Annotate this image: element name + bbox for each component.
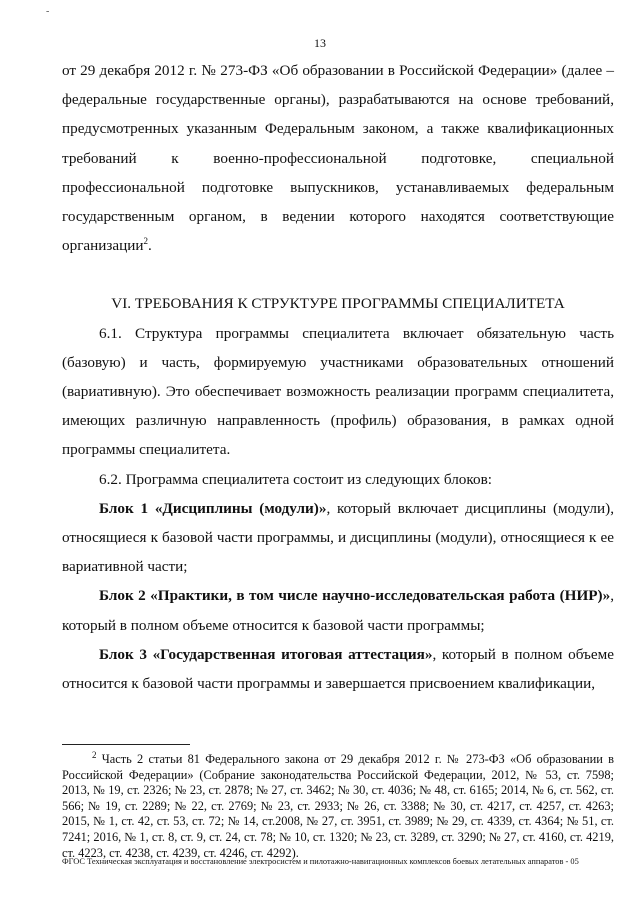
paragraph-continuation: от 29 декабря 2012 г. № 273-ФЗ «Об образовании в Российской Федерации» (далее – федеральные государственные органы), разрабатываются на основе требований, предусмотренных указанным Федеральным законом, а также квалификационных требований к военно-профессиональной подготовке, специальной профессиональной подготовке выпускников, устанавливаемых федеральным государственным органом, в ведении которого находятся соответствующие организации$^2$.	[62, 62, 614, 255]
footnote-ref: 2	[143, 236, 149, 247]
paragraph-6-2: 6.2. Программа специалитета состоит из следующих блоков:	[99, 470, 492, 488]
footnote-separator	[62, 744, 190, 745]
block-2: Блок 2 «Практики, в том числе научно-исследовательская работа (НИР)», который в полном объеме относится к базовой части программы;	[62, 587, 614, 634]
page-footer: ФГОС Техническая эксплуатация и восстановление электросистем и пилотажно-навигационных комплексов боевых летательных аппаратов - 05	[62, 857, 579, 866]
footnote-number: 2	[92, 749, 97, 760]
block-1: Блок 1 «Дисциплины (модули)», который включает дисциплины (модули), относящиеся к базовой части программы, и дисциплины (модули), относящиеся к ее вариативной части;	[62, 499, 614, 576]
page-number: 13	[314, 36, 326, 50]
block-3: Блок 3 «Государственная итоговая аттестация», который в полном объеме относится к базовой части программы и завершается присвоением квалификации,	[62, 645, 614, 693]
paragraph-6-1: 6.1. Структура программы специалитета включает обязательную часть (базовую) и часть, формируемую участниками образовательных отношений (вариативную). Это обеспечивает возможность реализации программ специалитета, имеющих различную направленность (профиль) образования, в рамках одной программы специалитета.	[62, 324, 614, 459]
section-heading: VI. ТРЕБОВАНИЯ К СТРУКТУРЕ ПРОГРАММЫ СПЕЦИАЛИТЕТА	[111, 295, 565, 313]
main-text	[62, 56, 614, 698]
footnote: $^2$ Часть 2 статьи 81 Федерального закона от 29 декабря 2012 г. № 273-ФЗ «Об образовании в Российской Федерации» (Собрание законодательства Российской Федерации, 2012, № 53, ст. 7598; 2013, № 19, ст. 2326; № 23, ст. 2878; № 27, ст. 3462; № 30, ст. 4036; № 48, ст. 6165; 2014, № 6, ст. 562, ст. 566; № 19, ст. 2289; № 22, ст. 2769; № 23, ст. 2933; № 26, ст. 3388; № 30, ст. 4217, ст. 4257, ст. 4263; 2015, № 1, ст. 42, ст. 53, ст. 72; № 14, ст.2008, № 27, ст. 3951, ст. 3989; № 29, ст. 4339, ст. 4364; № 51, ст. 7241; 2016, № 1, ст. 8, ст. 9, ст. 24, ст. 78; № 10, ст. 1320; № 23, ст. 3289, ст. 3290; № 27, ст. 4160, ст. 4219, ст. 4223, ст. 4238, ст. 4239, ст. 4246, ст. 4292).	[62, 749, 614, 860]
corner-mark: -	[46, 6, 50, 17]
